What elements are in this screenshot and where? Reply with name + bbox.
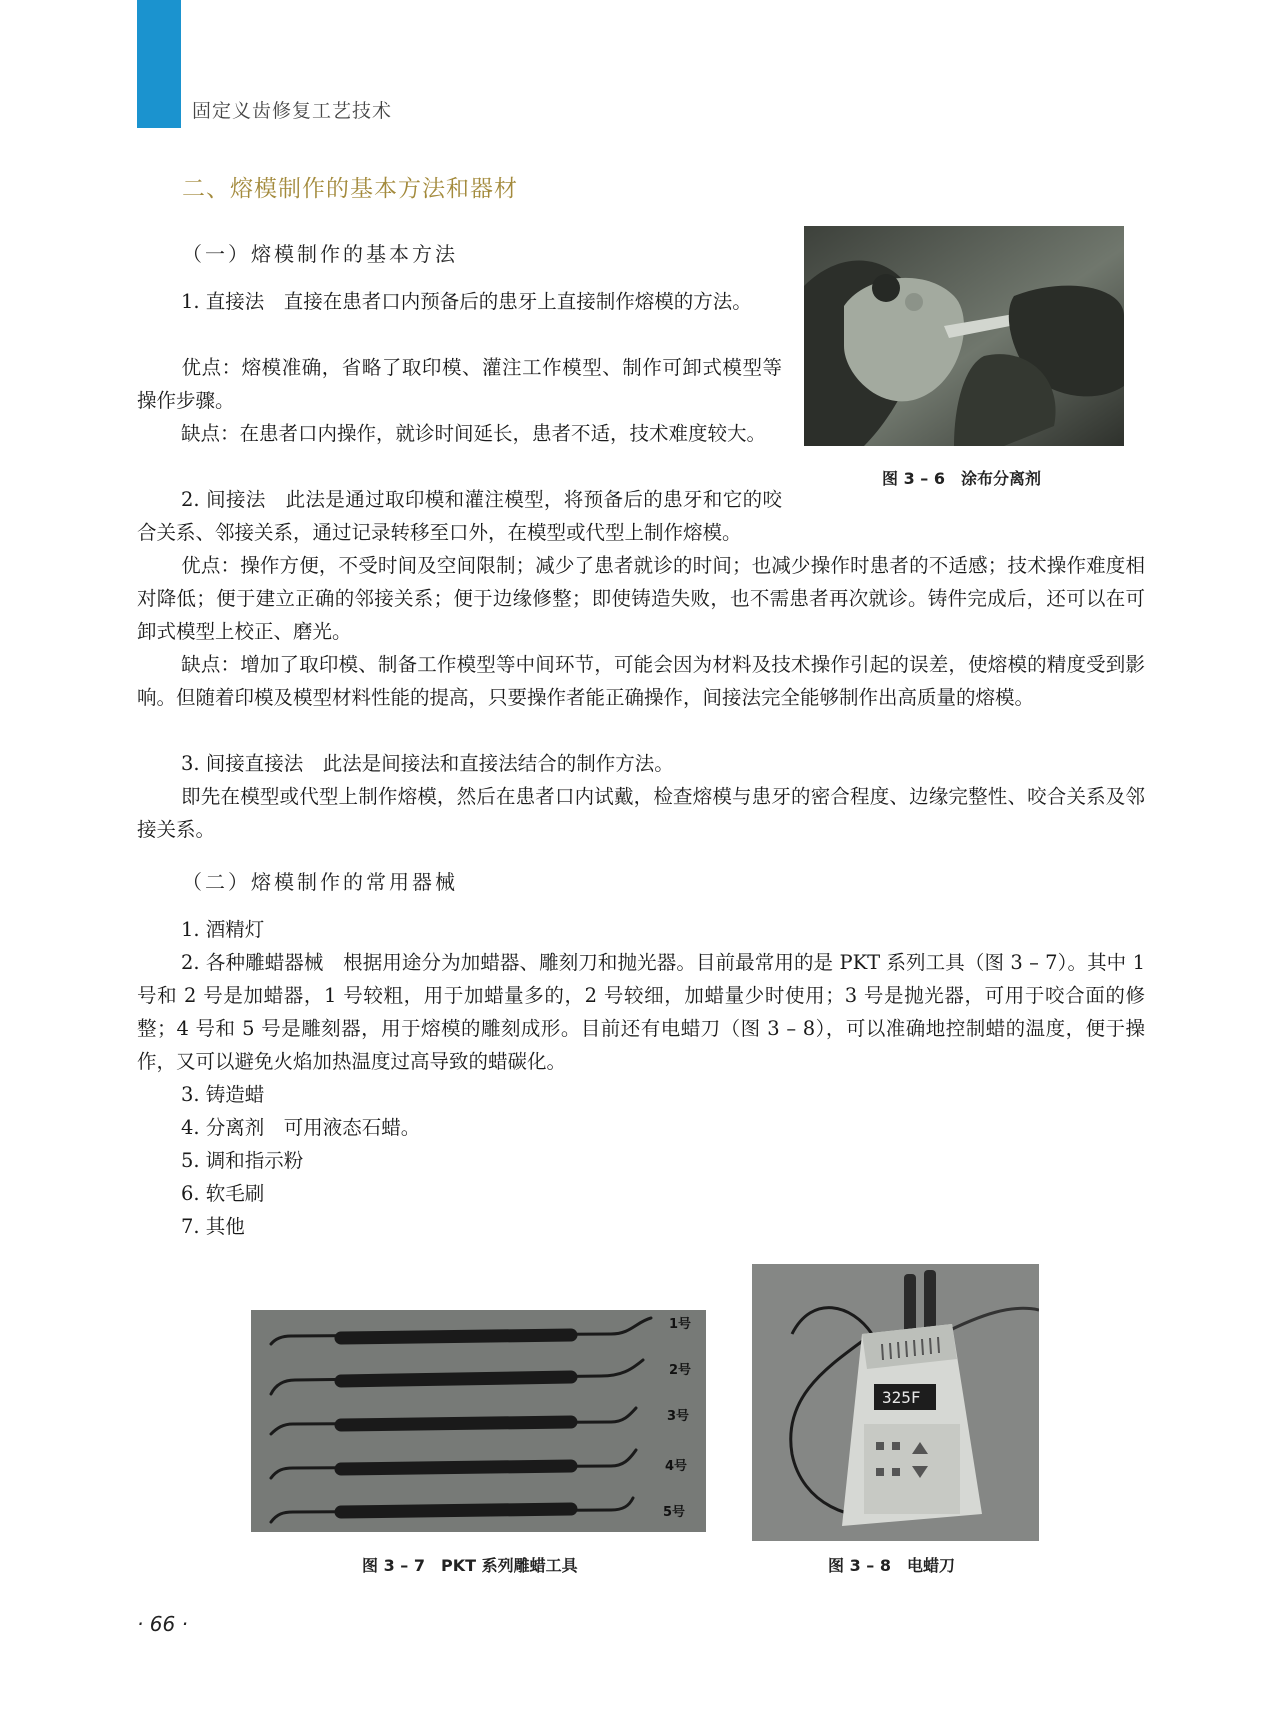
tool-label-4: 4号 bbox=[665, 1459, 688, 1474]
paragraph-indirect-advantages: 优点：操作方便，不受时间及空间限制；减少了患者就诊的时间；也减少操作时患者的不适感；技术操作难度相对降低；便于建立正确的邻接关系；便于边缘修整；即使铸造失败，也不需患者再次就诊。铸件完成后，还可以在可卸式模型上校正、磨光。 bbox=[137, 554, 1145, 643]
section-title: 二、熔模制作的基本方法和器材 bbox=[182, 176, 518, 202]
figure-3-7-photo bbox=[251, 1310, 706, 1532]
subsection-title-instruments: （二）熔模制作的常用器械 bbox=[182, 870, 458, 894]
temperature-display: 325F bbox=[882, 1388, 921, 1407]
paragraph-indirect-method: 2. 间接法 此法是通过取印模和灌注模型，将预备后的患牙和它的咬合关系、邻接关系，通过记录转移至口外，在模型或代型上制作熔模。 bbox=[137, 488, 782, 544]
list-item-alcohol-lamp: 1. 酒精灯 bbox=[181, 918, 265, 941]
paragraph-indirect-disadvantages: 缺点：增加了取印模、制备工作模型等中间环节，可能会因为材料及技术操作引起的误差，使熔模的精度受到影响。但随着印模及模型材料性能的提高，只要操作者能正确操作，间接法完全能够制作出高质量的熔模。 bbox=[137, 653, 1145, 709]
tool-label-3: 3号 bbox=[667, 1409, 690, 1424]
figure-3-6-photo bbox=[804, 226, 1124, 446]
tool-label-5: 5号 bbox=[663, 1505, 686, 1520]
chapter-tab-bar bbox=[137, 0, 181, 128]
page-number: · 66 · bbox=[137, 1612, 188, 1636]
list-item-separator: 4. 分离剂 可用液态石蜡。 bbox=[181, 1116, 421, 1139]
paragraph-direct-method: 1. 直接法 直接在患者口内预备后的患牙上直接制作熔模的方法。 bbox=[181, 290, 752, 313]
list-item-indicator-powder: 5. 调和指示粉 bbox=[181, 1149, 304, 1172]
paragraph-direct-disadvantages: 缺点：在患者口内操作，就诊时间延长，患者不适，技术难度较大。 bbox=[181, 422, 767, 445]
list-item-soft-brush: 6. 软毛刷 bbox=[181, 1182, 265, 1205]
paragraph-indirect-direct-detail: 即先在模型或代型上制作熔模，然后在患者口内试戴，检查熔模与患牙的密合程度、边缘完整性、咬合关系及邻接关系。 bbox=[137, 785, 1145, 841]
list-item-wax-carving-tools: 2. 各种雕蜡器械 根据用途分为加蜡器、雕刻刀和抛光器。目前最常用的是 PKT 系列工具（图 3 – 7）。其中 1 号和 2 号是加蜡器，1 号较粗，用于加蜡量多的，2 号较细，加蜡量少时使用；3 号是抛光器，可用于咬合面的修整；4 号和 5 号是雕刻器，用于熔模的雕刻成形。目前还有电蜡刀（图 3 – 8），可以准确地控制蜡的温度，便于操作，又可以避免火焰加热温度过高导致的蜡碳化。 bbox=[137, 951, 1145, 1073]
list-item-casting-wax: 3. 铸造蜡 bbox=[181, 1083, 265, 1106]
figure-3-7-caption: 图 3 – 7 PKT 系列雕蜡工具 bbox=[362, 1556, 578, 1575]
paragraph-indirect-direct-method: 3. 间接直接法 此法是间接法和直接法结合的制作方法。 bbox=[181, 752, 674, 775]
tool-label-1: 1号 bbox=[669, 1317, 692, 1332]
figure-3-8-caption: 图 3 – 8 电蜡刀 bbox=[828, 1556, 955, 1575]
figure-3-6-caption: 图 3 – 6 涂布分离剂 bbox=[882, 469, 1041, 488]
list-item-others: 7. 其他 bbox=[181, 1215, 245, 1238]
subsection-title-methods: （一）熔模制作的基本方法 bbox=[182, 242, 458, 266]
tool-label-2: 2号 bbox=[669, 1363, 692, 1378]
figure-3-8-photo bbox=[752, 1264, 1039, 1541]
running-head: 固定义齿修复工艺技术 bbox=[192, 100, 393, 122]
paragraph-direct-advantages: 优点：熔模准确，省略了取印模、灌注工作模型、制作可卸式模型等操作步骤。 bbox=[137, 356, 782, 412]
